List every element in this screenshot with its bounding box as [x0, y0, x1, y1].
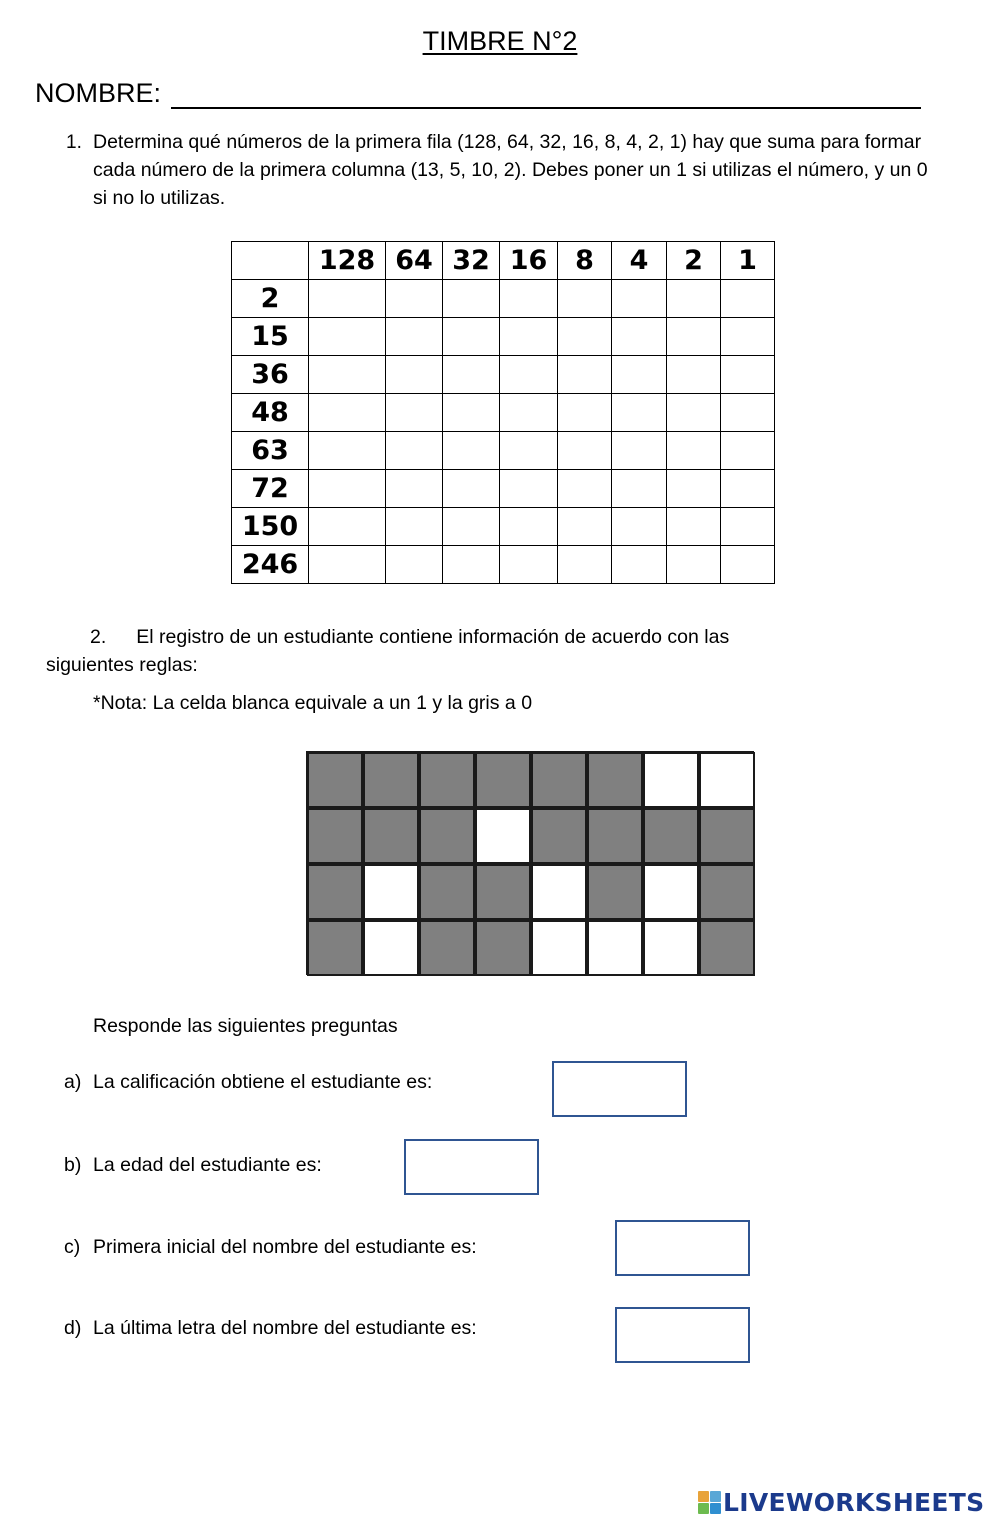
- question-2-line1: El registro de un estudiante contiene información de acuerdo con las: [136, 626, 730, 648]
- white-cell: [531, 920, 587, 976]
- question-c-label: c): [64, 1236, 81, 1258]
- gray-cell: [419, 808, 475, 864]
- row-number: 48: [232, 394, 309, 432]
- answer-cell[interactable]: [386, 432, 443, 470]
- answer-cell[interactable]: [443, 470, 500, 508]
- gray-cell: [419, 920, 475, 976]
- answer-cell[interactable]: [443, 318, 500, 356]
- bit-grid: [306, 751, 754, 975]
- question-b-label: b): [64, 1154, 82, 1176]
- question-d: [64, 1317, 477, 1340]
- page-title: TIMBRE N°2: [422, 26, 578, 56]
- gray-cell: [419, 752, 475, 808]
- gray-cell: [699, 920, 755, 976]
- answer-cell[interactable]: [667, 546, 721, 584]
- answer-cell[interactable]: [558, 318, 612, 356]
- answer-cell[interactable]: [309, 394, 386, 432]
- answer-cell[interactable]: [309, 508, 386, 546]
- gray-cell: [587, 808, 643, 864]
- gray-cell: [363, 752, 419, 808]
- answer-cell[interactable]: [612, 318, 667, 356]
- gray-cell: [307, 752, 363, 808]
- table-row: [232, 546, 775, 584]
- row-number: 72: [232, 470, 309, 508]
- answer-cell[interactable]: [721, 508, 775, 546]
- question-c-text: Primera inicial del nombre del estudiante es:: [93, 1236, 477, 1258]
- gray-cell: [419, 864, 475, 920]
- answer-cell[interactable]: [558, 470, 612, 508]
- table-row: [232, 356, 775, 394]
- answer-cell[interactable]: [667, 508, 721, 546]
- question-c: [64, 1236, 477, 1259]
- note-text: *Nota: La celda blanca equivale a un 1 y la gris a 0: [93, 692, 533, 714]
- question-2-number: 2.: [90, 626, 107, 648]
- answer-cell[interactable]: [309, 280, 386, 318]
- question-a-label: a): [64, 1071, 82, 1093]
- row-number: 2: [232, 280, 309, 318]
- answer-cell[interactable]: [309, 356, 386, 394]
- gray-cell: [531, 808, 587, 864]
- answer-cell[interactable]: [443, 546, 500, 584]
- row-number: 36: [232, 356, 309, 394]
- answer-cell[interactable]: [443, 508, 500, 546]
- answer-cell[interactable]: [558, 394, 612, 432]
- binary-table: [231, 241, 775, 584]
- table-row: [232, 280, 775, 318]
- gray-cell: [475, 752, 531, 808]
- answer-cell[interactable]: [612, 470, 667, 508]
- gray-cell: [587, 752, 643, 808]
- answer-cell[interactable]: [721, 432, 775, 470]
- answer-cell[interactable]: [500, 356, 558, 394]
- gray-cell: [307, 808, 363, 864]
- liveworksheets-logo: [698, 1488, 984, 1517]
- answer-cell[interactable]: [612, 394, 667, 432]
- gray-cell: [363, 808, 419, 864]
- question-d-label: d): [64, 1317, 82, 1339]
- table-header-cell: 128: [309, 242, 386, 280]
- responde-heading: Responde las siguientes preguntas: [93, 1015, 398, 1037]
- white-cell: [531, 864, 587, 920]
- row-number: 15: [232, 318, 309, 356]
- gray-cell: [699, 808, 755, 864]
- gray-cell: [307, 864, 363, 920]
- answer-cell[interactable]: [667, 470, 721, 508]
- answer-cell[interactable]: [309, 432, 386, 470]
- white-cell: [363, 864, 419, 920]
- white-cell: [699, 752, 755, 808]
- gray-cell: [307, 920, 363, 976]
- table-row: [232, 394, 775, 432]
- logo-text: LIVEWORKSHEETS: [723, 1488, 985, 1517]
- question-2-line2: siguientes reglas:: [46, 654, 198, 676]
- answer-cell[interactable]: [667, 432, 721, 470]
- gray-cell: [531, 752, 587, 808]
- answer-cell[interactable]: [721, 470, 775, 508]
- answer-cell[interactable]: [443, 394, 500, 432]
- gray-cell: [699, 864, 755, 920]
- answer-box-b[interactable]: [404, 1139, 539, 1195]
- name-field: [35, 77, 921, 109]
- row-number: 246: [232, 546, 309, 584]
- answer-cell[interactable]: [721, 394, 775, 432]
- table-header-cell: 1: [721, 242, 775, 280]
- answer-cell[interactable]: [721, 546, 775, 584]
- white-cell: [643, 864, 699, 920]
- answer-cell[interactable]: [558, 432, 612, 470]
- answer-cell[interactable]: [500, 318, 558, 356]
- question-b-text: La edad del estudiante es:: [93, 1154, 322, 1176]
- question-a: [64, 1071, 432, 1094]
- table-header-cell: 2: [667, 242, 721, 280]
- question-2-text: [46, 623, 926, 679]
- answer-cell[interactable]: [558, 356, 612, 394]
- answer-cell[interactable]: [667, 356, 721, 394]
- gray-cell: [475, 864, 531, 920]
- question-d-text: La última letra del nombre del estudiante es:: [93, 1317, 477, 1339]
- gray-cell: [587, 864, 643, 920]
- question-1-text: Determina qué números de la primera fila (128, 64, 32, 16, 8, 4, 2, 1) hay que suma para formar cada número de la primera columna (13, 5, 10, 2). Debes poner un 1 si utilizas el número, y un 0 si no lo utilizas.: [93, 131, 928, 209]
- table-row: [232, 508, 775, 546]
- row-number: 150: [232, 508, 309, 546]
- table-row: [232, 318, 775, 356]
- answer-cell[interactable]: [386, 356, 443, 394]
- white-cell: [587, 920, 643, 976]
- answer-cell[interactable]: [386, 470, 443, 508]
- table-header-corner: [232, 242, 309, 280]
- answer-box-a[interactable]: [552, 1061, 687, 1117]
- white-cell: [643, 920, 699, 976]
- answer-cell[interactable]: [443, 356, 500, 394]
- answer-cell[interactable]: [500, 280, 558, 318]
- liveworksheets-logo-icon: [698, 1491, 721, 1514]
- answer-cell[interactable]: [612, 356, 667, 394]
- answer-cell[interactable]: [500, 546, 558, 584]
- answer-cell[interactable]: [386, 280, 443, 318]
- answer-cell[interactable]: [721, 356, 775, 394]
- answer-cell[interactable]: [558, 280, 612, 318]
- table-header-cell: 8: [558, 242, 612, 280]
- answer-cell[interactable]: [386, 546, 443, 584]
- white-cell: [475, 808, 531, 864]
- answer-box-d[interactable]: [615, 1307, 750, 1363]
- row-number: 63: [232, 432, 309, 470]
- answer-cell[interactable]: [309, 546, 386, 584]
- answer-cell[interactable]: [612, 508, 667, 546]
- answer-cell[interactable]: [558, 546, 612, 584]
- answer-cell[interactable]: [386, 508, 443, 546]
- answer-cell[interactable]: [558, 508, 612, 546]
- table-row: [232, 470, 775, 508]
- answer-cell[interactable]: [612, 280, 667, 318]
- gray-cell: [643, 808, 699, 864]
- question-1-number: 1.: [66, 132, 82, 153]
- answer-cell[interactable]: [309, 318, 386, 356]
- answer-cell[interactable]: [443, 432, 500, 470]
- answer-cell[interactable]: [721, 280, 775, 318]
- answer-cell[interactable]: [667, 280, 721, 318]
- table-row: [232, 432, 775, 470]
- answer-cell[interactable]: [309, 470, 386, 508]
- white-cell: [363, 920, 419, 976]
- table-header-cell: 32: [443, 242, 500, 280]
- answer-cell[interactable]: [443, 280, 500, 318]
- answer-box-c[interactable]: [615, 1220, 750, 1276]
- answer-cell[interactable]: [500, 394, 558, 432]
- white-cell: [643, 752, 699, 808]
- binary-table-header-row: [232, 242, 775, 280]
- answer-cell[interactable]: [500, 432, 558, 470]
- answer-cell[interactable]: [386, 318, 443, 356]
- answer-cell[interactable]: [612, 432, 667, 470]
- question-b: [64, 1154, 322, 1177]
- answer-cell[interactable]: [386, 394, 443, 432]
- answer-cell[interactable]: [667, 318, 721, 356]
- answer-cell[interactable]: [500, 470, 558, 508]
- table-header-cell: 64: [386, 242, 443, 280]
- table-header-cell: 4: [612, 242, 667, 280]
- answer-cell[interactable]: [500, 508, 558, 546]
- answer-cell[interactable]: [721, 318, 775, 356]
- name-label: NOMBRE:: [35, 78, 162, 108]
- gray-cell: [475, 920, 531, 976]
- answer-cell[interactable]: [612, 546, 667, 584]
- table-header-cell: 16: [500, 242, 558, 280]
- name-line[interactable]: [171, 77, 921, 109]
- answer-cell[interactable]: [667, 394, 721, 432]
- question-a-text: La calificación obtiene el estudiante es:: [93, 1071, 433, 1093]
